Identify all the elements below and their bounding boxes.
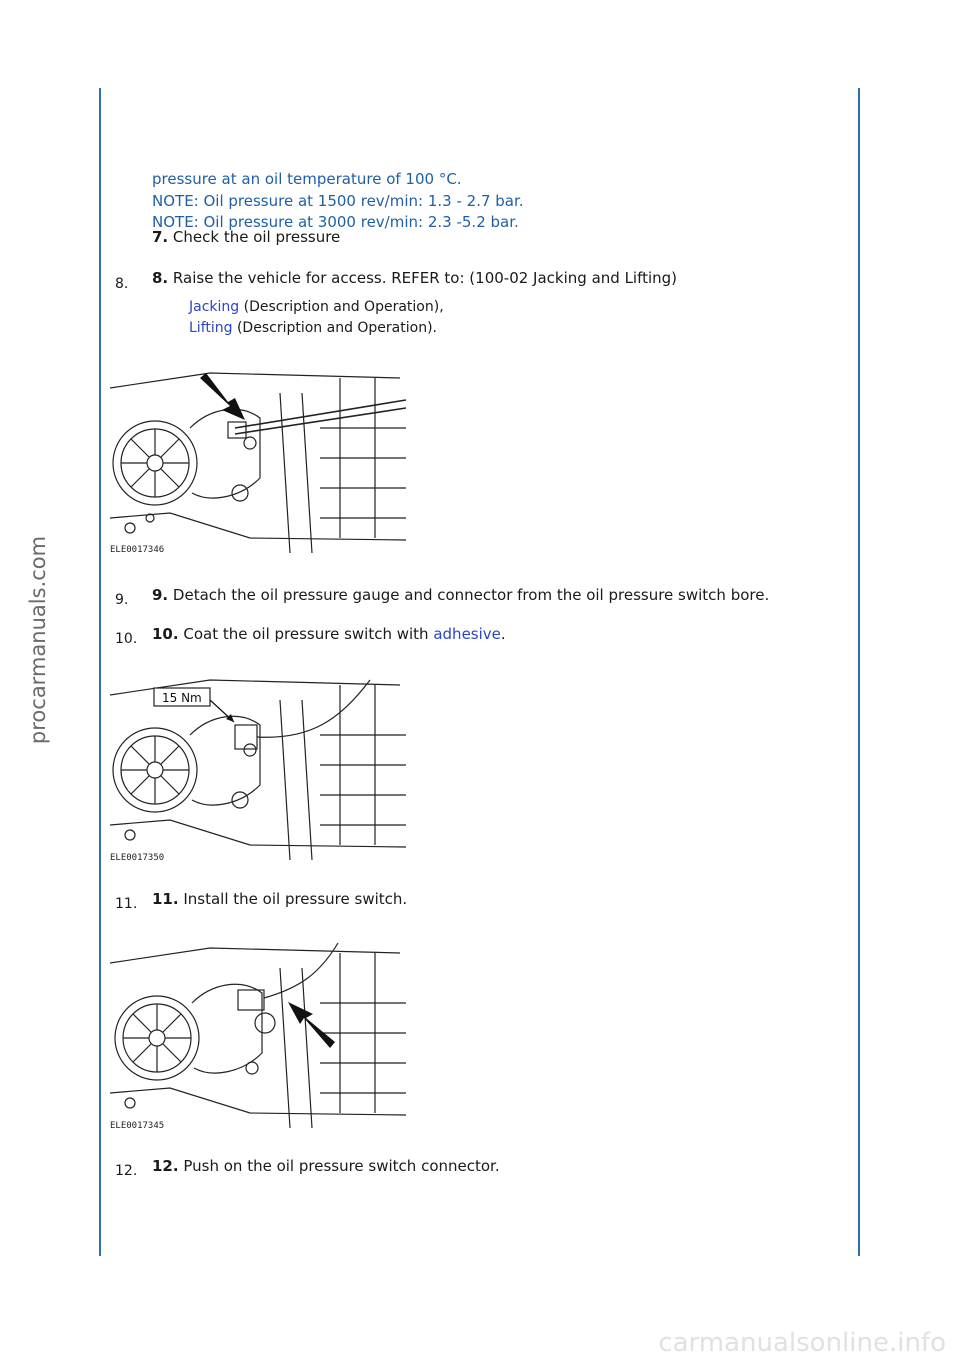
step-9 xyxy=(152,586,769,604)
figure-1-caption: ELE0017346 xyxy=(110,545,165,555)
step-11 xyxy=(152,890,407,908)
step-12 xyxy=(152,1157,500,1175)
figure-2-caption: ELE0017350 xyxy=(110,853,165,863)
bottom-watermark: carmanualsonline.info xyxy=(658,1328,946,1358)
figure-2-illustration xyxy=(110,670,406,866)
ref-jacking xyxy=(189,299,444,315)
figure-1-arrow xyxy=(200,373,245,420)
adhesive-link[interactable]: adhesive xyxy=(433,625,501,643)
torque-label: 15 Nm xyxy=(162,691,202,705)
figure-1 xyxy=(110,368,406,558)
step-9-index: 9. xyxy=(115,592,129,608)
step-7-text: Check the oil pressure xyxy=(172,228,341,246)
step-9-text: Detach the oil pressure gauge and connector from the oil pressure switch bore. xyxy=(172,586,770,604)
step-10-period: . xyxy=(500,625,506,643)
step-10 xyxy=(152,625,506,643)
ref-jacking-text: (Description and Operation), xyxy=(243,299,444,315)
note-1500rpm: NOTE: Oil pressure at 1500 rev/min: 1.3 - 2.7 bar. xyxy=(152,192,524,210)
right-margin-rule xyxy=(858,88,860,1256)
note-3000rpm: NOTE: Oil pressure at 3000 rev/min: 2.3 -5.2 bar. xyxy=(152,213,519,231)
figure-3-arrow xyxy=(288,1002,335,1048)
figure-2 xyxy=(110,670,406,866)
left-margin-rule xyxy=(99,88,101,1256)
step-7-label: 7. xyxy=(152,228,169,246)
note-temperature: pressure at an oil temperature of 100 °C. xyxy=(152,170,462,188)
figure-3 xyxy=(110,938,406,1134)
step-11-index: 11. xyxy=(115,896,138,912)
step-12-text: Push on the oil pressure switch connector. xyxy=(183,1157,500,1175)
step-10-label: 10. xyxy=(152,625,179,643)
step-11-text: Install the oil pressure switch. xyxy=(183,890,408,908)
step-10-text: Coat the oil pressure switch with xyxy=(183,625,429,643)
step-9-label: 9. xyxy=(152,586,169,604)
step-12-label: 12. xyxy=(152,1157,179,1175)
step-8-text: Raise the vehicle for access. REFER to: (100-02 Jacking and Lifting) xyxy=(172,269,678,287)
step-8 xyxy=(152,269,677,287)
figure-3-caption: ELE0017345 xyxy=(110,1121,165,1131)
ref-lifting-text: (Description and Operation). xyxy=(236,320,437,336)
step-7 xyxy=(152,228,340,246)
figure-1-illustration xyxy=(110,368,406,558)
ref-lifting xyxy=(189,320,437,336)
step-8-index: 8. xyxy=(115,276,129,292)
step-12-index: 12. xyxy=(115,1163,138,1179)
step-8-label: 8. xyxy=(152,269,169,287)
side-watermark: procarmanuals.com xyxy=(26,535,50,745)
figure-3-illustration xyxy=(110,938,406,1134)
step-10-index: 10. xyxy=(115,631,138,647)
lifting-link[interactable]: Lifting xyxy=(189,320,233,336)
step-11-label: 11. xyxy=(152,890,179,908)
jacking-link[interactable]: Jacking xyxy=(189,299,240,315)
